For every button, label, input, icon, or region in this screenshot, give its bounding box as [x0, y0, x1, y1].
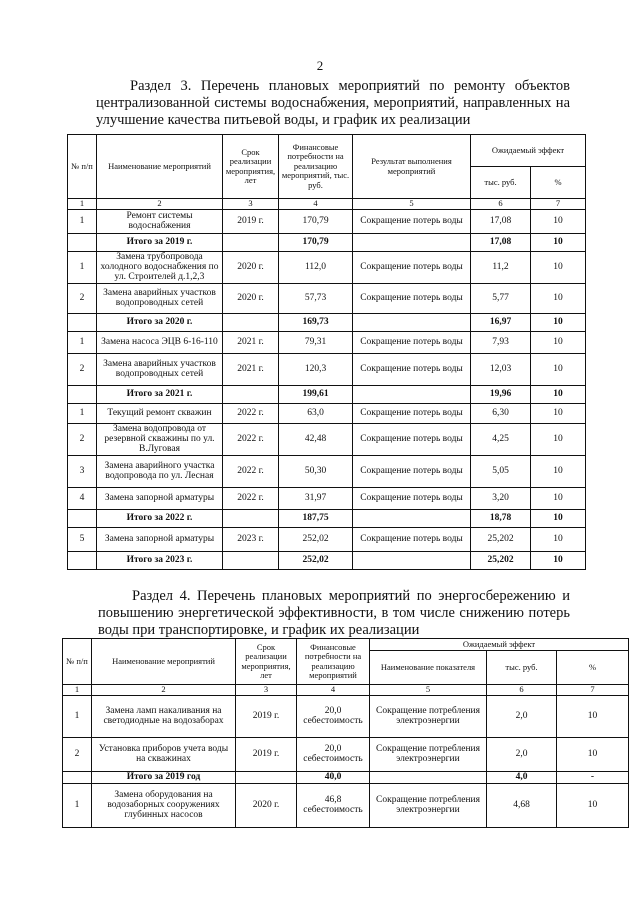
row-number: 1 — [63, 783, 92, 827]
row-term: 2019 г. — [223, 209, 279, 233]
row-finance: 79,31 — [279, 331, 353, 353]
row-effect-rub: 11,2 — [471, 251, 531, 283]
row-number: 4 — [68, 487, 97, 509]
total-empty-cell — [223, 313, 279, 331]
col-number: 4 — [279, 199, 353, 210]
header-name: Наименование мероприятий — [97, 135, 223, 199]
col-number: 1 — [63, 685, 92, 696]
table-row — [68, 423, 586, 455]
header-term: Срок реализации мероприятия, лет — [236, 639, 297, 685]
row-number: 1 — [68, 403, 97, 423]
total-empty-cell — [353, 233, 471, 251]
section-4-title: Раздел 4. Перечень плановых мероприятий по энергосбережению и повышению энергетической эффективности, в том числе снижению потерь воды при транспортировке, и график их реализации — [98, 588, 570, 638]
row-number: 1 — [63, 695, 92, 737]
row-measure-name: Замена оборудования на водозаборных сооружениях глубинных насосов — [92, 783, 236, 827]
row-result: Сокращение потребления электроэнергии — [370, 737, 487, 771]
row-number: 1 — [68, 209, 97, 233]
total-row — [68, 551, 586, 569]
row-measure-name: Замена ламп накаливания на светодиодные на водозаборах — [92, 695, 236, 737]
row-result: Сокращение потребления электроэнергии — [370, 783, 487, 827]
total-effect-rub: 19,96 — [471, 385, 531, 403]
header-name: Наименование мероприятий — [92, 639, 236, 685]
row-finance: 170,79 — [279, 209, 353, 233]
total-effect-pct: 10 — [531, 233, 586, 251]
row-term: 2019 г. — [236, 695, 297, 737]
total-effect-rub: 17,08 — [471, 233, 531, 251]
row-effect-rub: 6,30 — [471, 403, 531, 423]
total-empty-cell — [370, 771, 487, 783]
total-empty-cell — [223, 385, 279, 403]
header-result: Результат выполнения мероприятий — [353, 135, 471, 199]
total-label: Итого за 2021 г. — [97, 385, 223, 403]
row-term: 2020 г. — [236, 783, 297, 827]
total-finance: 169,73 — [279, 313, 353, 331]
row-measure-name: Замена водопровода от резервной скважины по ул. В.Луговая — [97, 423, 223, 455]
total-effect-pct: - — [557, 771, 629, 783]
row-effect-rub: 2,0 — [487, 695, 557, 737]
row-term: 2020 г. — [223, 251, 279, 283]
row-number: 2 — [68, 283, 97, 313]
row-finance: 57,73 — [279, 283, 353, 313]
col-number: 5 — [353, 199, 471, 210]
row-number: 2 — [63, 737, 92, 771]
header-effect-pct: % — [531, 167, 586, 199]
row-term: 2022 г. — [223, 423, 279, 455]
row-finance: 112,0 — [279, 251, 353, 283]
col-number: 7 — [531, 199, 586, 210]
row-measure-name: Замена аварийного участка водопровода по ул. Лесная — [97, 455, 223, 487]
row-term: 2023 г. — [223, 527, 279, 551]
total-finance: 187,75 — [279, 509, 353, 527]
total-effect-pct: 10 — [531, 509, 586, 527]
row-measure-name: Замена трубопровода холодного водоснабжения по ул. Строителей д.1,2,3 — [97, 251, 223, 283]
total-effect-rub: 18,78 — [471, 509, 531, 527]
row-result: Сокращение потерь воды — [353, 403, 471, 423]
row-effect-pct: 10 — [531, 251, 586, 283]
table-row — [63, 783, 629, 827]
total-finance: 40,0 — [297, 771, 370, 783]
col-number: 7 — [557, 685, 629, 696]
header-finance: Финансовые потребности на реализацию мероприятий, тыс. руб. — [279, 135, 353, 199]
row-effect-pct: 10 — [531, 209, 586, 233]
total-label: Итого за 2023 г. — [97, 551, 223, 569]
col-number: 1 — [68, 199, 97, 210]
total-empty-cell — [68, 233, 97, 251]
row-effect-rub: 2,0 — [487, 737, 557, 771]
row-result: Сокращение потерь воды — [353, 209, 471, 233]
total-effect-rub: 4,0 — [487, 771, 557, 783]
row-effect-pct: 10 — [557, 783, 629, 827]
col-number: 5 — [370, 685, 487, 696]
table-row — [63, 737, 629, 771]
table-row — [68, 251, 586, 283]
total-row — [63, 771, 629, 783]
row-effect-rub: 3,20 — [471, 487, 531, 509]
row-result: Сокращение потерь воды — [353, 527, 471, 551]
row-finance: 42,48 — [279, 423, 353, 455]
total-effect-rub: 16,97 — [471, 313, 531, 331]
row-finance: 20,0 себестоимость — [297, 695, 370, 737]
row-effect-rub: 4,25 — [471, 423, 531, 455]
table-row — [68, 209, 586, 233]
total-effect-pct: 10 — [531, 385, 586, 403]
row-result: Сокращение потерь воды — [353, 455, 471, 487]
row-effect-pct: 10 — [531, 423, 586, 455]
total-effect-pct: 10 — [531, 313, 586, 331]
page-number: 2 — [316, 58, 324, 73]
total-row — [68, 233, 586, 251]
row-measure-name: Текущий ремонт скважин — [97, 403, 223, 423]
row-number: 5 — [68, 527, 97, 551]
row-finance: 63,0 — [279, 403, 353, 423]
total-label: Итого за 2020 г. — [97, 313, 223, 331]
total-label: Итого за 2019 г. — [97, 233, 223, 251]
total-empty-cell — [353, 385, 471, 403]
section-4-table — [62, 638, 629, 828]
column-numbers-row — [63, 685, 629, 696]
row-number: 3 — [68, 455, 97, 487]
total-empty-cell — [236, 771, 297, 783]
row-term: 2020 г. — [223, 283, 279, 313]
row-measure-name: Замена запорной арматуры — [97, 487, 223, 509]
header-num: № п/п — [68, 135, 97, 199]
row-effect-pct: 10 — [531, 487, 586, 509]
total-empty-cell — [223, 233, 279, 251]
total-label: Итого за 2022 г. — [97, 509, 223, 527]
row-measure-name: Замена аварийных участков водопроводных сетей — [97, 283, 223, 313]
col-number: 4 — [297, 685, 370, 696]
row-finance: 46,8 себестоимость — [297, 783, 370, 827]
total-empty-cell — [68, 551, 97, 569]
row-number: 2 — [68, 353, 97, 385]
row-finance: 252,02 — [279, 527, 353, 551]
total-effect-rub: 25,202 — [471, 551, 531, 569]
table-row — [63, 695, 629, 737]
row-effect-pct: 10 — [531, 283, 586, 313]
row-effect-pct: 10 — [557, 695, 629, 737]
row-effect-pct: 10 — [557, 737, 629, 771]
total-empty-cell — [223, 509, 279, 527]
row-term: 2019 г. — [236, 737, 297, 771]
row-finance: 31,97 — [279, 487, 353, 509]
col-number: 3 — [236, 685, 297, 696]
header-effect: Ожидаемый эффект — [471, 135, 586, 167]
row-measure-name: Замена аварийных участков водопроводных сетей — [97, 353, 223, 385]
row-result: Сокращение потерь воды — [353, 251, 471, 283]
row-result: Сокращение потерь воды — [353, 423, 471, 455]
total-empty-cell — [353, 313, 471, 331]
row-effect-pct: 10 — [531, 403, 586, 423]
section-3-title: Раздел 3. Перечень плановых мероприятий по ремонту объектов централизованной системы водоснабжения, мероприятий, направленных на улучшение качества питьевой воды, и график их реализации — [96, 78, 570, 128]
row-effect-pct: 10 — [531, 331, 586, 353]
row-term: 2022 г. — [223, 403, 279, 423]
row-term: 2022 г. — [223, 487, 279, 509]
total-finance: 170,79 — [279, 233, 353, 251]
row-result: Сокращение потерь воды — [353, 353, 471, 385]
row-effect-rub: 12,03 — [471, 353, 531, 385]
header-effect: Ожидаемый эффект — [370, 639, 629, 651]
total-row — [68, 509, 586, 527]
row-effect-rub: 5,77 — [471, 283, 531, 313]
row-measure-name: Замена насоса ЭЦВ 6-16-110 — [97, 331, 223, 353]
table-row — [68, 331, 586, 353]
row-effect-rub: 4,68 — [487, 783, 557, 827]
row-term: 2022 г. — [223, 455, 279, 487]
row-effect-rub: 5,05 — [471, 455, 531, 487]
total-finance: 199,61 — [279, 385, 353, 403]
total-empty-cell — [68, 509, 97, 527]
total-empty-cell — [353, 551, 471, 569]
row-result: Сокращение потребления электроэнергии — [370, 695, 487, 737]
header-num: № п/п — [63, 639, 92, 685]
table-row — [68, 353, 586, 385]
row-measure-name: Замена запорной арматуры — [97, 527, 223, 551]
table-row — [68, 527, 586, 551]
row-measure-name: Ремонт системы водоснабжения — [97, 209, 223, 233]
row-effect-rub: 25,202 — [471, 527, 531, 551]
row-effect-pct: 10 — [531, 455, 586, 487]
total-empty-cell — [63, 771, 92, 783]
header-effect-rub: тыс. руб. — [471, 167, 531, 199]
row-result: Сокращение потерь воды — [353, 331, 471, 353]
total-empty-cell — [353, 509, 471, 527]
col-number: 3 — [223, 199, 279, 210]
col-number: 2 — [92, 685, 236, 696]
row-effect-rub: 17,08 — [471, 209, 531, 233]
col-number: 6 — [487, 685, 557, 696]
table-row — [68, 487, 586, 509]
total-effect-pct: 10 — [531, 551, 586, 569]
row-effect-rub: 7,93 — [471, 331, 531, 353]
row-term: 2021 г. — [223, 353, 279, 385]
total-empty-cell — [68, 313, 97, 331]
total-empty-cell — [223, 551, 279, 569]
row-finance: 120,3 — [279, 353, 353, 385]
table-row — [68, 283, 586, 313]
row-measure-name: Установка приборов учета воды на скважинах — [92, 737, 236, 771]
row-effect-pct: 10 — [531, 527, 586, 551]
column-numbers-row — [68, 199, 586, 210]
total-empty-cell — [68, 385, 97, 403]
row-finance: 50,30 — [279, 455, 353, 487]
col-number: 6 — [471, 199, 531, 210]
row-result: Сокращение потерь воды — [353, 487, 471, 509]
col-number: 2 — [97, 199, 223, 210]
header-effect-rub: тыс. руб. — [487, 651, 557, 685]
table-row — [68, 403, 586, 423]
row-number: 1 — [68, 331, 97, 353]
row-number: 2 — [68, 423, 97, 455]
total-row — [68, 385, 586, 403]
total-row — [68, 313, 586, 331]
header-effect-pct: % — [557, 651, 629, 685]
section-3-table — [67, 134, 586, 570]
table-row — [68, 455, 586, 487]
total-label: Итого за 2019 год — [92, 771, 236, 783]
total-finance: 252,02 — [279, 551, 353, 569]
row-result: Сокращение потерь воды — [353, 283, 471, 313]
header-indicator: Наименование показателя — [370, 651, 487, 685]
row-effect-pct: 10 — [531, 353, 586, 385]
row-number: 1 — [68, 251, 97, 283]
header-term: Срок реализации мероприятия, лет — [223, 135, 279, 199]
row-term: 2021 г. — [223, 331, 279, 353]
header-finance: Финансовые потребности на реализацию мероприятий — [297, 639, 370, 685]
row-finance: 20,0 себестоимость — [297, 737, 370, 771]
